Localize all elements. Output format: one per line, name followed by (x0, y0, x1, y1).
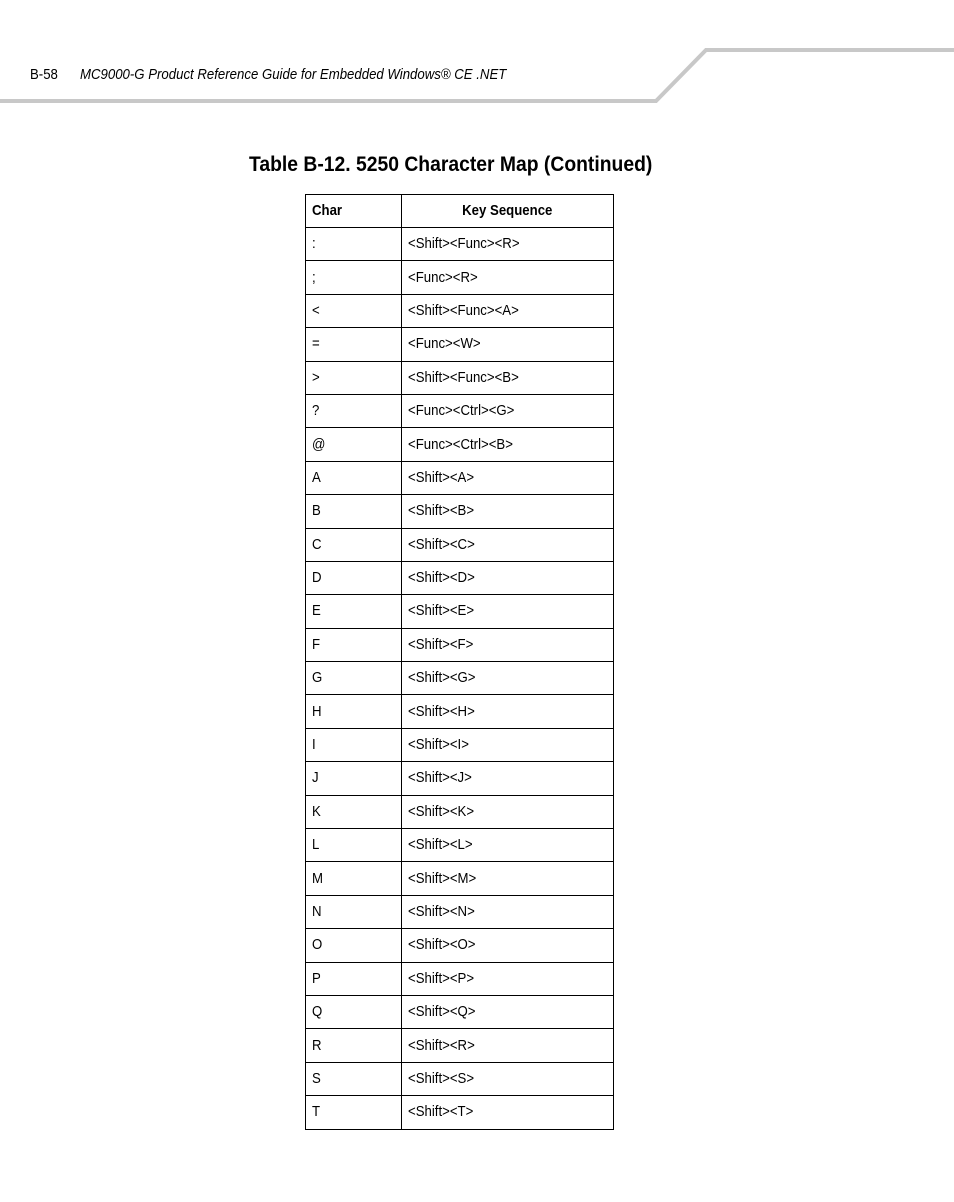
key-sequence-value: <Shift><Func><R> (408, 235, 520, 253)
key-sequence-cell (402, 895, 614, 928)
char-cell (306, 595, 402, 628)
table-row (306, 862, 614, 895)
key-sequence-cell (402, 294, 614, 327)
table-row (306, 628, 614, 661)
char-cell (306, 461, 402, 494)
table-row (306, 1096, 614, 1129)
char-value: P (312, 969, 321, 987)
key-sequence-cell (402, 361, 614, 394)
table-row (306, 261, 614, 294)
char-cell (306, 762, 402, 795)
key-sequence-cell (402, 528, 614, 561)
key-sequence-cell (402, 995, 614, 1028)
char-cell (306, 995, 402, 1028)
char-cell (306, 962, 402, 995)
key-sequence-value: <Shift><Q> (408, 1003, 476, 1021)
key-sequence-cell (402, 328, 614, 361)
column-header-key-sequence-label: Key Sequence (462, 202, 553, 219)
char-value: H (312, 702, 322, 720)
char-cell (306, 929, 402, 962)
key-sequence-cell (402, 862, 614, 895)
key-sequence-cell (402, 662, 614, 695)
key-sequence-cell (402, 962, 614, 995)
key-sequence-cell (402, 261, 614, 294)
key-sequence-cell (402, 829, 614, 862)
char-value: I (312, 736, 316, 754)
char-cell (306, 561, 402, 594)
key-sequence-cell (402, 1029, 614, 1062)
key-sequence-value: <Shift><P> (408, 969, 475, 987)
key-sequence-value: <Shift><O> (408, 936, 476, 954)
key-sequence-cell (402, 495, 614, 528)
char-cell (306, 428, 402, 461)
page-number: B-58 (30, 66, 58, 83)
key-sequence-value: <Shift><Func><B> (408, 368, 519, 386)
key-sequence-value: <Shift><N> (408, 903, 475, 920)
char-cell (306, 328, 402, 361)
table-row (306, 228, 614, 261)
char-value: O (312, 936, 323, 954)
key-sequence-cell (402, 1062, 614, 1095)
table-row (306, 895, 614, 928)
char-value: ; (312, 268, 316, 286)
char-cell (306, 361, 402, 394)
char-value: > (312, 368, 320, 386)
key-sequence-value: <Shift><L> (408, 836, 473, 854)
table-row (306, 728, 614, 761)
key-sequence-value: <Shift><I> (408, 736, 469, 754)
char-cell (306, 662, 402, 695)
table-caption: Table B-12. 5250 Character Map (Continued) (249, 153, 653, 176)
char-value: N (312, 903, 322, 920)
key-sequence-value: <Func><Ctrl><B> (408, 435, 513, 453)
key-sequence-value: <Func><Ctrl><G> (408, 402, 515, 420)
char-value: ? (312, 402, 320, 420)
key-sequence-value: <Shift><E> (408, 602, 475, 620)
table-row (306, 929, 614, 962)
key-sequence-value: <Shift><S> (408, 1069, 475, 1087)
key-sequence-cell (402, 428, 614, 461)
char-cell (306, 728, 402, 761)
table-header-row (306, 195, 614, 228)
key-sequence-cell (402, 929, 614, 962)
char-value: B (312, 502, 321, 520)
table-row (306, 461, 614, 494)
table-body (306, 228, 614, 1130)
key-sequence-value: <Shift><K> (408, 802, 475, 820)
table-row (306, 962, 614, 995)
table-row (306, 695, 614, 728)
char-value: = (312, 335, 320, 353)
char-cell (306, 228, 402, 261)
table-row (306, 561, 614, 594)
table-row (306, 1029, 614, 1062)
table-row (306, 795, 614, 828)
key-sequence-value: <Shift><M> (408, 869, 477, 887)
char-value: E (312, 602, 321, 620)
char-cell (306, 1029, 402, 1062)
char-cell (306, 695, 402, 728)
char-value: T (312, 1103, 321, 1121)
table-row (306, 394, 614, 427)
key-sequence-value: <Func><R> (408, 268, 478, 286)
char-cell (306, 829, 402, 862)
key-sequence-value: <Shift><D> (408, 569, 475, 587)
table-row (306, 495, 614, 528)
column-header-key-sequence (402, 195, 614, 228)
table-row (306, 428, 614, 461)
key-sequence-cell (402, 228, 614, 261)
char-value: A (312, 468, 321, 486)
char-cell (306, 895, 402, 928)
key-sequence-cell (402, 795, 614, 828)
document-title: MC9000-G Product Reference Guide for Embedded Windows® CE .NET (80, 66, 507, 83)
char-value: : (312, 235, 316, 253)
key-sequence-value: <Shift><T> (408, 1103, 474, 1121)
key-sequence-value: <Func><W> (408, 335, 481, 353)
char-value: @ (312, 435, 326, 453)
char-cell (306, 495, 402, 528)
key-sequence-cell (402, 561, 614, 594)
table-row (306, 762, 614, 795)
char-value: J (312, 769, 319, 787)
key-sequence-value: <Shift><A> (408, 468, 475, 486)
char-value: D (312, 569, 322, 587)
table-row (306, 294, 614, 327)
char-value: Q (312, 1003, 323, 1021)
key-sequence-value: <Shift><H> (408, 702, 475, 720)
char-cell (306, 394, 402, 427)
key-sequence-cell (402, 595, 614, 628)
table-row (306, 361, 614, 394)
table-row (306, 328, 614, 361)
char-cell (306, 795, 402, 828)
char-cell (306, 294, 402, 327)
key-sequence-value: <Shift><B> (408, 502, 475, 520)
key-sequence-value: <Shift><Func><A> (408, 301, 519, 319)
key-sequence-value: <Shift><G> (408, 669, 476, 687)
char-value: L (312, 836, 320, 854)
char-cell (306, 1096, 402, 1129)
key-sequence-value: <Shift><R> (408, 1036, 475, 1054)
char-value: C (312, 535, 322, 553)
table-row (306, 662, 614, 695)
char-value: K (312, 802, 321, 820)
column-header-char (306, 195, 402, 228)
table-row (306, 1062, 614, 1095)
char-cell (306, 528, 402, 561)
header-rule (0, 0, 954, 110)
char-cell (306, 628, 402, 661)
key-sequence-value: <Shift><F> (408, 635, 474, 653)
key-sequence-value: <Shift><J> (408, 769, 472, 787)
table-row (306, 829, 614, 862)
char-value: G (312, 669, 323, 687)
char-value: R (312, 1036, 322, 1054)
character-map-table (305, 194, 614, 1130)
table-row (306, 995, 614, 1028)
key-sequence-cell (402, 461, 614, 494)
key-sequence-cell (402, 628, 614, 661)
table-row (306, 595, 614, 628)
key-sequence-cell (402, 1096, 614, 1129)
column-header-char-label: Char (312, 202, 343, 219)
char-cell (306, 862, 402, 895)
char-value: M (312, 869, 323, 887)
key-sequence-cell (402, 695, 614, 728)
table-row (306, 528, 614, 561)
key-sequence-cell (402, 394, 614, 427)
char-value: S (312, 1069, 321, 1087)
char-value: F (312, 635, 321, 653)
char-cell (306, 261, 402, 294)
key-sequence-value: <Shift><C> (408, 535, 475, 553)
key-sequence-cell (402, 728, 614, 761)
char-value: < (312, 301, 320, 319)
char-cell (306, 1062, 402, 1095)
key-sequence-cell (402, 762, 614, 795)
